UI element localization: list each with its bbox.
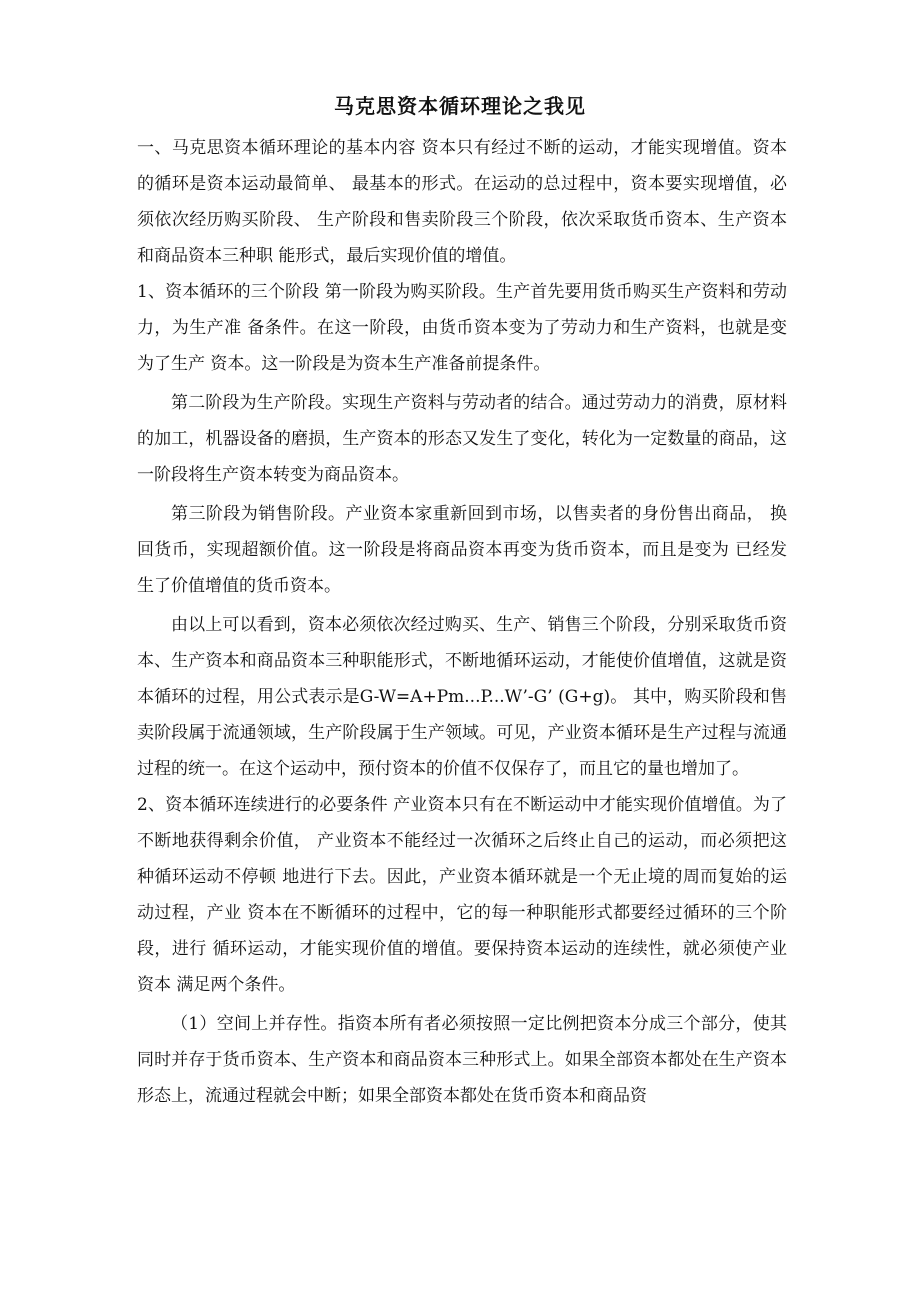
paragraph-section-2: 2、资本循环连续进行的必要条件 产业资本只有在不断运动中才能实现价值增值。为了不断地获得剩余价值， 产业资本不能经过一次循环之后终止自己的运动，而必须把这种循环运动不停顿 地进行下去。因此，产业资本循环就是一个无止境的周而复始的运动过程，产业 资本在不断循环的过程中，它的每一种职能形式都要经过循环的三个阶段，进行 循环运动，才能实现价值的增值。要保持资本运动的连续性，就必须使产业资本 满足两个条件。	[137, 795, 787, 995]
paragraph-stage-3: 第三阶段为销售阶段。产业资本家重新回到市场，以售卖者的身份售出商品， 换回货币，实现超额价值。这一阶段是将商品资本再变为货币资本，而且是变为 已经发生了价值增值的货币资本。	[137, 504, 787, 596]
paragraph-intro: 一、马克思资本循环理论的基本内容 资本只有经过不断的运动，才能实现增值。资本的循环是资本运动最简单、 最基本的形式。在运动的总过程中，资本要实现增值，必须依次经历购买阶段、 生产阶段和售卖阶段三个阶段，依次采取货币资本、生产资本和商品资本三种职 能形式，最后实现价值的增值。	[137, 138, 787, 266]
paragraph-condition-1: （1）空间上并存性。指资本所有者必须按照一定比例把资本分成三个部分，使其同时并存于货币资本、生产资本和商品资本三种形式上。如果全部资本都处在生产资本形态上，流通过程就会中断；如果全部资本都处在货币资本和商品资	[137, 1014, 787, 1106]
document-title: 马克思资本循环理论之我见	[334, 94, 586, 118]
document-body	[137, 130, 787, 1114]
paragraph-stage-2: 第二阶段为生产阶段。实现生产资料与劳动者的结合。通过劳动力的消费，原材料的加工，机器设备的磨损，生产资本的形态又发生了变化，转化为一定数量的商品，这一阶段将生产资本转变为商品资本。	[137, 393, 787, 485]
paragraph-summary: 由以上可以看到，资本必须依次经过购买、生产、销售三个阶段，分别采取货币资本、生产资本和商品资本三种职能形式，不断地循环运动，才能使价值增值，这就是资本循环的过程，用公式表示是G-W=A+Pm...P...W’-G’ (G+g)。 其中，购买阶段和售卖阶段属于流通领域，生产阶段属于生产领域。可见，产业资本循环是生产过程与流通过程的统一。在这个运动中，预付资本的价值不仅保存了，而且它的量也增加了。	[137, 615, 787, 779]
paragraph-section-1: 1、资本循环的三个阶段 第一阶段为购买阶段。生产首先要用货币购买生产资料和劳动力，为生产准 备条件。在这一阶段，由货币资本变为了劳动力和生产资料，也就是变为了生产 资本。这一阶段是为资本生产准备前提条件。	[137, 282, 787, 374]
